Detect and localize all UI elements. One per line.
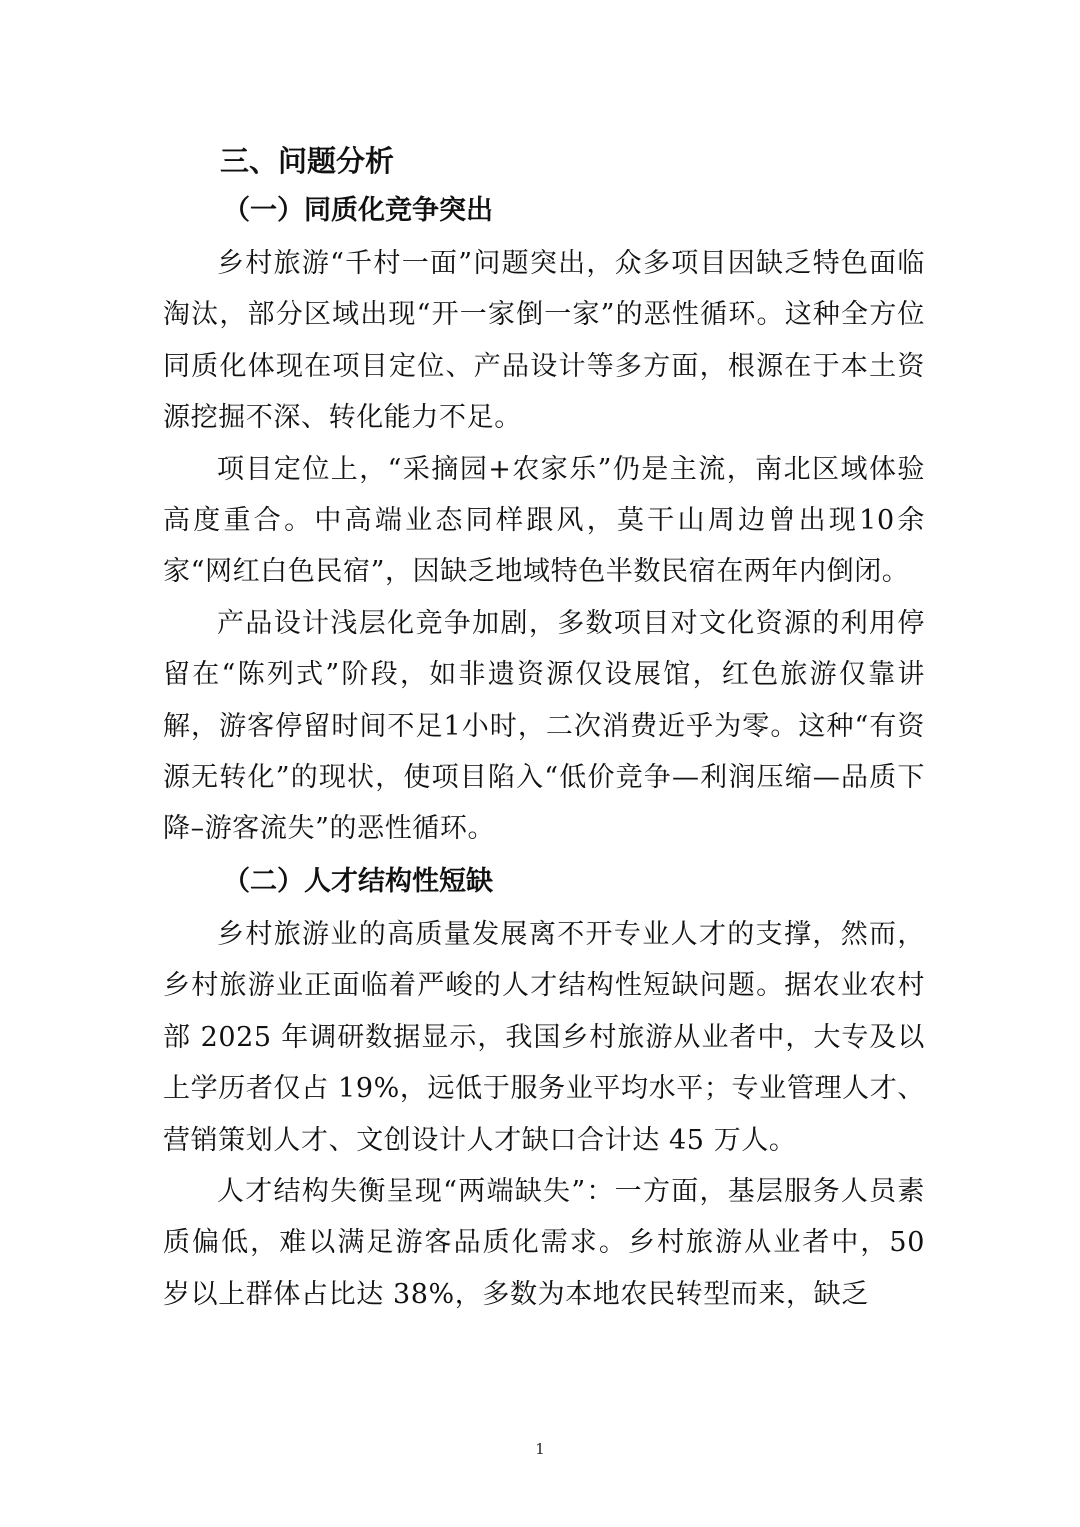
paragraph: 项目定位上，“采摘园+农家乐”仍是主流，南北区域体验高度重合。中高端业态同样跟风，莫干山周边曾出现10余家“网红白色民宿”，因缺乏地域特色半数民宿在两年内倒闭。: [163, 453, 925, 588]
paragraph: 乡村旅游“千村一面”问题突出，众多项目因缺乏特色面临淘汰，部分区域出现“开一家倒一家”的恶性循环。这种全方位同质化体现在项目定位、产品设计等多方面，根源在于本土资源挖掘不深、转化能力不足。: [163, 248, 925, 434]
subsection-heading-2: （二）人才结构性短缺: [223, 865, 493, 897]
paragraph: 人才结构失衡呈现“两端缺失”：一方面，基层服务人员素质偏低，难以满足游客品质化需求。乡村旅游从业者中，50 岁以上群体占比达 38%，多数为本地农民转型而来，缺乏: [163, 1175, 925, 1310]
document-body: [163, 138, 925, 1320]
section-heading: 三、问题分析: [220, 144, 395, 178]
paragraph: 产品设计浅层化竞争加剧，多数项目对文化资源的利用停留在“陈列式”阶段，如非遗资源仅设展馆，红色旅游仅靠讲解，游客停留时间不足1小时，二次消费近乎为零。这种“有资源无转化”的现状，使项目陷入“低价竞争—利润压缩—品质下降–游客流失”的恶性循环。: [163, 607, 925, 845]
subsection-heading-1: （一）同质化竞争突出: [223, 195, 493, 226]
paragraph: 乡村旅游业的高质量发展离不开专业人才的支撑，然而，乡村旅游业正面临着严峻的人才结构性短缺问题。据农业农村部 2025 年调研数据显示，我国乡村旅游从业者中，大专及以上学历者仅占 19%，远低于服务业平均水平；专业管理人才、营销策划人才、文创设计人才缺口合计达 45 万人。: [163, 918, 925, 1156]
page-number: 1: [535, 1440, 545, 1458]
